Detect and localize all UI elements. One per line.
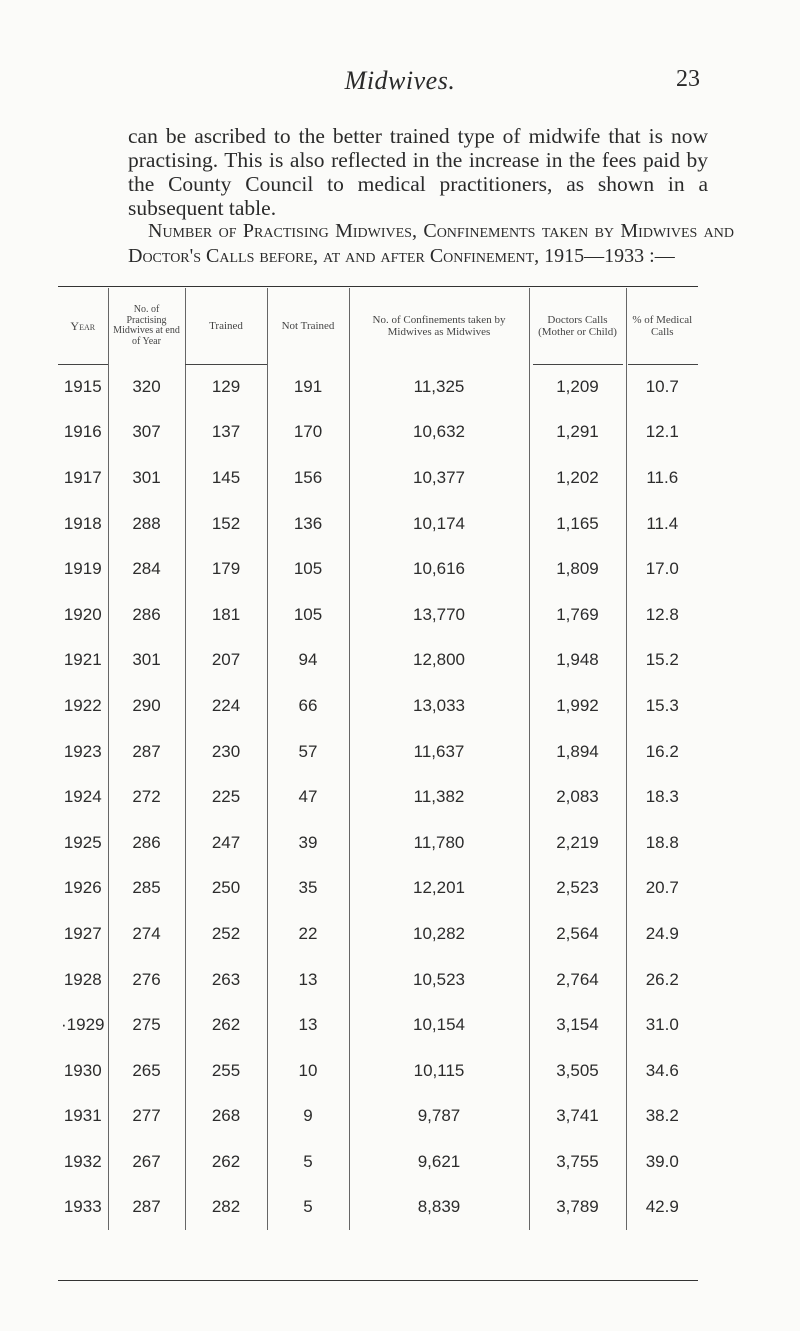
- cell-percent-medical-calls: 17.0: [626, 546, 698, 592]
- cell-not-trained: 10: [267, 1048, 349, 1094]
- cell-not-trained: 136: [267, 501, 349, 547]
- cell-not-trained: 47: [267, 774, 349, 820]
- col-header-percent-medical-calls: % of Medical Calls: [626, 288, 698, 364]
- cell-doctors-calls: 2,083: [529, 774, 626, 820]
- cell-doctors-calls: 3,789: [529, 1185, 626, 1231]
- cell-trained: 181: [185, 592, 267, 638]
- cell-not-trained: 5: [267, 1185, 349, 1231]
- cell-doctors-calls: 2,764: [529, 957, 626, 1003]
- cell-trained: 250: [185, 866, 267, 912]
- cell-confinements: 13,033: [349, 683, 529, 729]
- table-row: [58, 683, 698, 729]
- col-header-confinements: No. of Confinements taken by Midwives as Midwives: [349, 288, 529, 364]
- header-rule: [628, 364, 698, 365]
- col-header-practising-midwives: No. of Practising Midwives at end of Year: [108, 288, 185, 364]
- cell-confinements: 11,325: [349, 364, 529, 410]
- cell-confinements: 10,523: [349, 957, 529, 1003]
- body-paragraph: can be ascribed to the better trained type of midwife that is now practising. This is also reflected in the increase in the fees paid by the County Council to medical practitioners, as shown in a subsequent table.: [128, 124, 708, 220]
- cell-confinements: 12,201: [349, 866, 529, 912]
- cell-year: 1917: [63, 467, 102, 487]
- cell-year: 1921: [63, 650, 102, 670]
- cell-confinements: 10,632: [349, 410, 529, 456]
- cell-practising-midwives: 267: [108, 1139, 185, 1185]
- cell-year: 1915: [63, 376, 102, 396]
- cell-practising-midwives: 290: [108, 683, 185, 729]
- table-row: [58, 1048, 698, 1094]
- cell-practising-midwives: 307: [108, 410, 185, 456]
- cell-trained: 129: [185, 364, 267, 410]
- table-row: [58, 546, 698, 592]
- cell-year: 1925: [63, 832, 102, 852]
- cell-practising-midwives: 287: [108, 729, 185, 775]
- cell-percent-medical-calls: 10.7: [626, 364, 698, 410]
- cell-percent-medical-calls: 15.3: [626, 683, 698, 729]
- midwives-table: [58, 288, 698, 1230]
- cell-percent-medical-calls: 11.4: [626, 501, 698, 547]
- cell-practising-midwives: 265: [108, 1048, 185, 1094]
- cell-practising-midwives: 320: [108, 364, 185, 410]
- cell-percent-medical-calls: 31.0: [626, 1002, 698, 1048]
- table-row: [58, 501, 698, 547]
- cell-practising-midwives: 276: [108, 957, 185, 1003]
- cell-not-trained: 5: [267, 1139, 349, 1185]
- cell-year: 1931: [63, 1106, 102, 1126]
- cell-not-trained: 9: [267, 1094, 349, 1140]
- table-row: [58, 957, 698, 1003]
- header-rule: [185, 364, 267, 365]
- cell-confinements: 8,839: [349, 1185, 529, 1231]
- cell-practising-midwives: 301: [108, 638, 185, 684]
- cell-percent-medical-calls: 39.0: [626, 1139, 698, 1185]
- cell-practising-midwives: 286: [108, 820, 185, 866]
- cell-not-trained: 94: [267, 638, 349, 684]
- cell-practising-midwives: 274: [108, 911, 185, 957]
- cell-percent-medical-calls: 42.9: [626, 1185, 698, 1231]
- cell-doctors-calls: 3,505: [529, 1048, 626, 1094]
- cell-confinements: 11,780: [349, 820, 529, 866]
- cell-year: ·1929: [61, 1015, 105, 1035]
- cell-trained: 282: [185, 1185, 267, 1231]
- cell-trained: 152: [185, 501, 267, 547]
- table-row: [58, 1094, 698, 1140]
- header-rule: [533, 364, 623, 365]
- cell-percent-medical-calls: 34.6: [626, 1048, 698, 1094]
- cell-doctors-calls: 1,992: [529, 683, 626, 729]
- cell-confinements: 11,637: [349, 729, 529, 775]
- cell-not-trained: 170: [267, 410, 349, 456]
- col-header-doctors-calls: Doctors Calls (Mother or Child): [529, 288, 626, 364]
- table-row: [58, 364, 698, 410]
- cell-doctors-calls: 1,948: [529, 638, 626, 684]
- cell-not-trained: 13: [267, 957, 349, 1003]
- cell-doctors-calls: 1,894: [529, 729, 626, 775]
- cell-percent-medical-calls: 12.8: [626, 592, 698, 638]
- col-header-not-trained: Not Trained: [267, 288, 349, 364]
- cell-practising-midwives: 285: [108, 866, 185, 912]
- cell-percent-medical-calls: 16.2: [626, 729, 698, 775]
- cell-trained: 252: [185, 911, 267, 957]
- header-rule: [58, 364, 108, 365]
- cell-percent-medical-calls: 20.7: [626, 866, 698, 912]
- cell-practising-midwives: 287: [108, 1185, 185, 1231]
- cell-trained: 268: [185, 1094, 267, 1140]
- cell-year: 1926: [63, 878, 102, 898]
- table-row: [58, 729, 698, 775]
- table-row: [58, 1002, 698, 1048]
- cell-trained: 262: [185, 1139, 267, 1185]
- table-row: [58, 592, 698, 638]
- table-row: [58, 410, 698, 456]
- cell-year: 1919: [63, 559, 102, 579]
- cell-confinements: 11,382: [349, 774, 529, 820]
- page-header: [0, 66, 800, 96]
- cell-percent-medical-calls: 18.8: [626, 820, 698, 866]
- cell-year: 1930: [63, 1060, 102, 1080]
- cell-practising-midwives: 286: [108, 592, 185, 638]
- cell-percent-medical-calls: 38.2: [626, 1094, 698, 1140]
- cell-confinements: 9,621: [349, 1139, 529, 1185]
- cell-practising-midwives: 284: [108, 546, 185, 592]
- cell-percent-medical-calls: 15.2: [626, 638, 698, 684]
- table-row: [58, 820, 698, 866]
- cell-trained: 255: [185, 1048, 267, 1094]
- cell-trained: 247: [185, 820, 267, 866]
- cell-year: 1927: [63, 923, 102, 943]
- table-row: [58, 455, 698, 501]
- cell-not-trained: 105: [267, 546, 349, 592]
- cell-confinements: 10,154: [349, 1002, 529, 1048]
- cell-confinements: 12,800: [349, 638, 529, 684]
- cell-percent-medical-calls: 11.6: [626, 455, 698, 501]
- cell-not-trained: 13: [267, 1002, 349, 1048]
- cell-year: 1918: [63, 513, 102, 533]
- cell-year: 1924: [63, 787, 102, 807]
- table-row: [58, 1185, 698, 1231]
- table-row: [58, 774, 698, 820]
- cell-percent-medical-calls: 18.3: [626, 774, 698, 820]
- col-header-trained: Trained: [185, 288, 267, 364]
- cell-confinements: 10,282: [349, 911, 529, 957]
- table-bottom-rule: [58, 1280, 698, 1281]
- cell-confinements: 10,115: [349, 1048, 529, 1094]
- cell-practising-midwives: 277: [108, 1094, 185, 1140]
- cell-trained: 262: [185, 1002, 267, 1048]
- cell-year: 1922: [63, 695, 102, 715]
- cell-year: 1920: [63, 604, 102, 624]
- cell-not-trained: 35: [267, 866, 349, 912]
- cell-year: 1923: [63, 741, 102, 761]
- cell-doctors-calls: 2,219: [529, 820, 626, 866]
- table-row: [58, 866, 698, 912]
- cell-practising-midwives: 272: [108, 774, 185, 820]
- cell-year: 1916: [63, 422, 102, 442]
- cell-trained: 224: [185, 683, 267, 729]
- cell-confinements: 13,770: [349, 592, 529, 638]
- cell-not-trained: 22: [267, 911, 349, 957]
- cell-confinements: 10,174: [349, 501, 529, 547]
- cell-not-trained: 191: [267, 364, 349, 410]
- cell-not-trained: 105: [267, 592, 349, 638]
- cell-not-trained: 39: [267, 820, 349, 866]
- table-header-row: [58, 288, 698, 364]
- cell-doctors-calls: 1,165: [529, 501, 626, 547]
- cell-percent-medical-calls: 26.2: [626, 957, 698, 1003]
- table-caption-text: Number of Practising Midwives, Confinements taken by Midwives and Doctor's Calls before, at and after Confinement, 1915—1933 :—: [128, 220, 734, 267]
- cell-practising-midwives: 275: [108, 1002, 185, 1048]
- table-top-rule: [58, 286, 698, 287]
- cell-year: 1932: [63, 1151, 102, 1171]
- cell-doctors-calls: 3,741: [529, 1094, 626, 1140]
- table-row: [58, 911, 698, 957]
- cell-trained: 179: [185, 546, 267, 592]
- cell-year: 1933: [63, 1197, 102, 1217]
- col-header-year: Year: [70, 319, 96, 333]
- cell-doctors-calls: 3,755: [529, 1139, 626, 1185]
- cell-trained: 137: [185, 410, 267, 456]
- cell-year: 1928: [63, 969, 102, 989]
- cell-not-trained: 66: [267, 683, 349, 729]
- cell-doctors-calls: 2,523: [529, 866, 626, 912]
- cell-doctors-calls: 2,564: [529, 911, 626, 957]
- cell-confinements: 10,616: [349, 546, 529, 592]
- cell-practising-midwives: 301: [108, 455, 185, 501]
- running-head: Midwives.: [344, 66, 456, 95]
- table-row: [58, 638, 698, 684]
- cell-doctors-calls: 1,769: [529, 592, 626, 638]
- cell-doctors-calls: 1,291: [529, 410, 626, 456]
- cell-doctors-calls: 1,809: [529, 546, 626, 592]
- cell-trained: 145: [185, 455, 267, 501]
- cell-practising-midwives: 288: [108, 501, 185, 547]
- cell-not-trained: 57: [267, 729, 349, 775]
- cell-doctors-calls: 1,202: [529, 455, 626, 501]
- cell-percent-medical-calls: 24.9: [626, 911, 698, 957]
- cell-trained: 225: [185, 774, 267, 820]
- cell-trained: 263: [185, 957, 267, 1003]
- page-number: 23: [676, 66, 700, 92]
- table-body: [58, 364, 698, 1230]
- cell-doctors-calls: 1,209: [529, 364, 626, 410]
- cell-trained: 207: [185, 638, 267, 684]
- cell-percent-medical-calls: 12.1: [626, 410, 698, 456]
- table-caption: [128, 219, 734, 269]
- cell-trained: 230: [185, 729, 267, 775]
- cell-confinements: 9,787: [349, 1094, 529, 1140]
- cell-confinements: 10,377: [349, 455, 529, 501]
- table-row: [58, 1139, 698, 1185]
- cell-doctors-calls: 3,154: [529, 1002, 626, 1048]
- cell-not-trained: 156: [267, 455, 349, 501]
